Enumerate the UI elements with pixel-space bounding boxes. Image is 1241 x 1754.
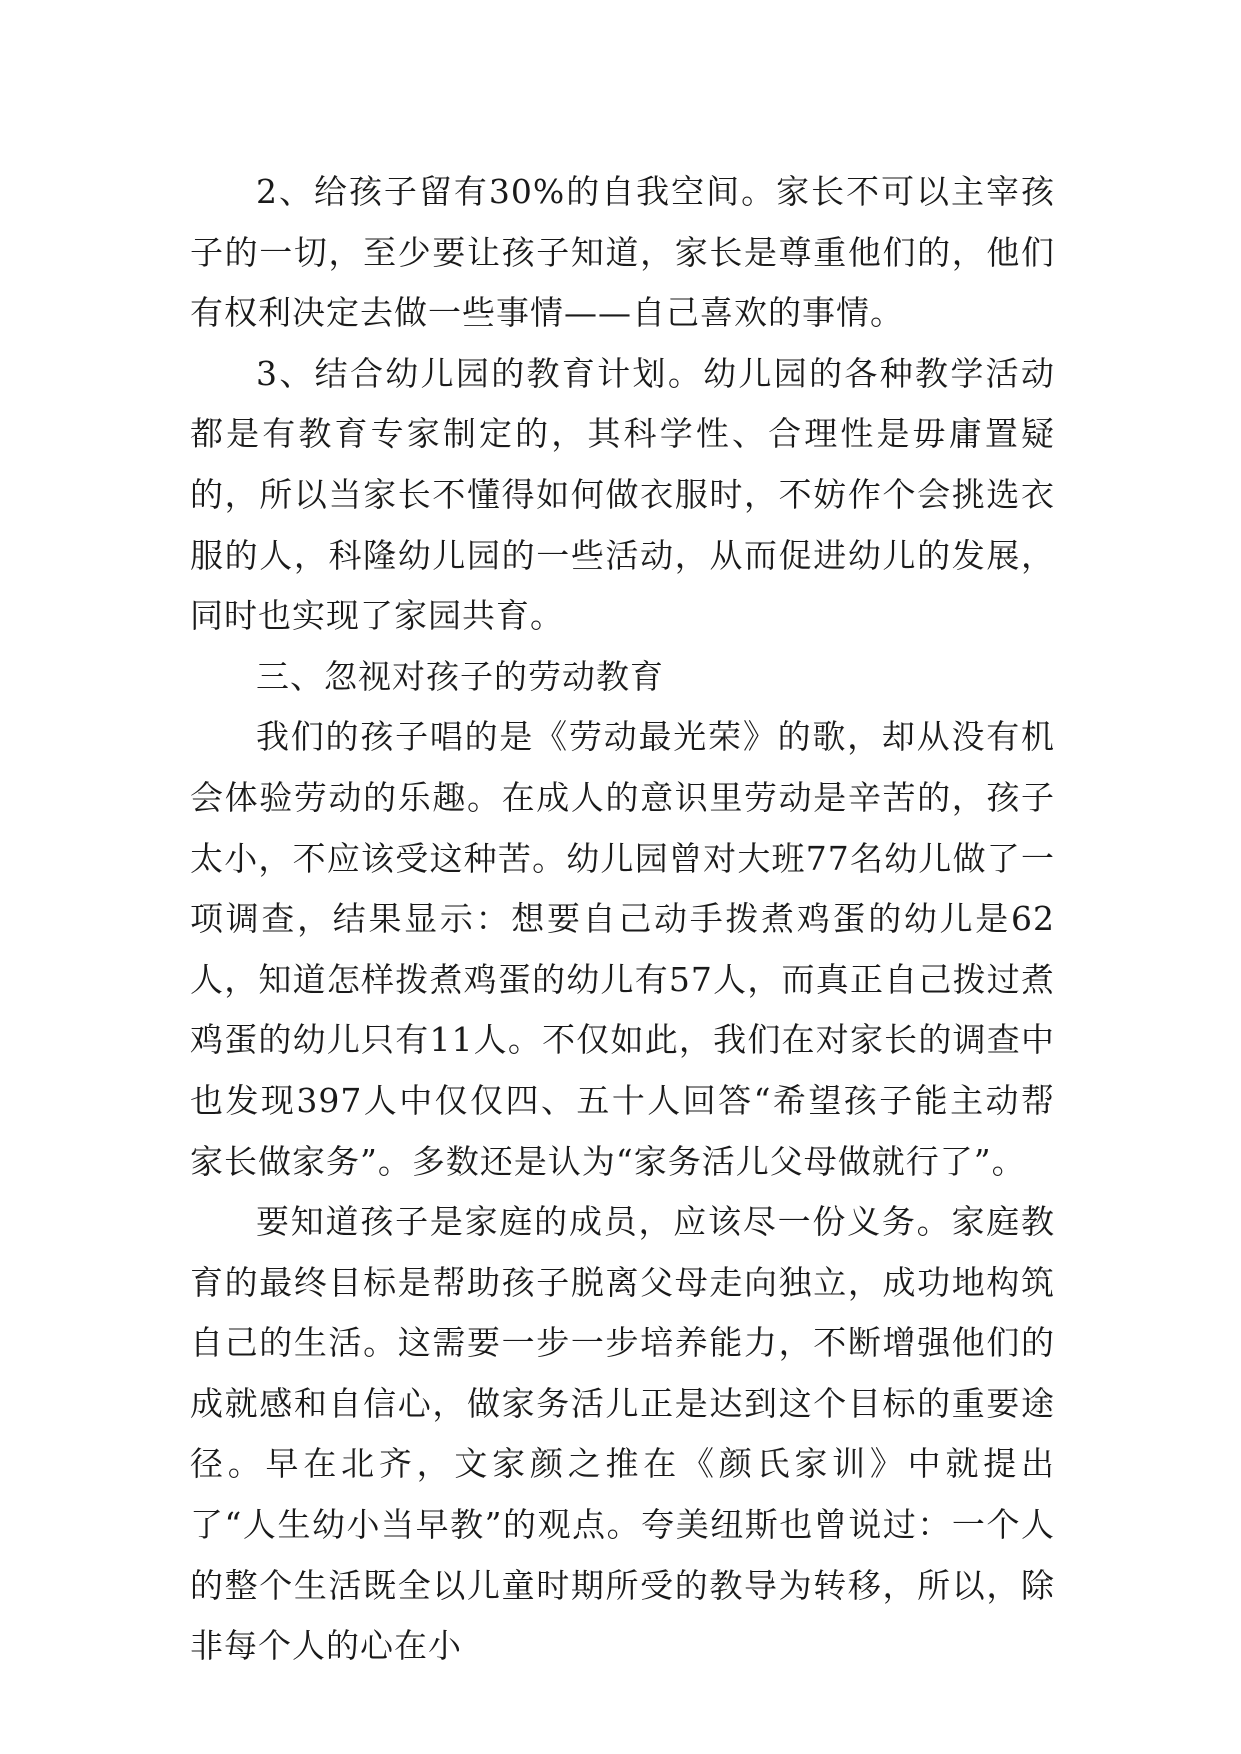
paragraph-labor-survey: 我们的孩子唱的是《劳动最光荣》的歌，却从没有机会体验劳动的乐趣。在成人的意识里劳动是辛苦的，孩子太小，不应该受这种苦。幼儿园曾对大班77名幼儿做了一项调查，结果显示：想要自己动手拨煮鸡蛋的幼儿是62人，知道怎样拨煮鸡蛋的幼儿有57人，而真正自己拨过煮鸡蛋的幼儿只有11人。不仅如此，我们在对家长的调查中也发现397人中仅仅四、五十人回答“希望孩子能主动帮家长做家务”。多数还是认为“家务活儿父母做就行了”。 <box>190 717 1055 1181</box>
paragraph-family-duty: 要知道孩子是家庭的成员，应该尽一份义务。家庭教育的最终目标是帮助孩子脱离父母走向独立，成功地构筑自己的生活。这需要一步一步培养能力，不断增强他们的成就感和自信心，做家务活儿正是达到这个目标的重要途径。早在北齐，文家颜之推在《颜氏家训》中就提出了“人生幼小当早教”的观点。夸美纽斯也曾说过：一个人的整个生活既全以儿童时期所受的教导为转移，所以，除非每个人的心在小 <box>190 1202 1055 1666</box>
section-heading-3: 三、忽视对孩子的劳动教育 <box>256 656 664 696</box>
document-page <box>190 162 1055 1677</box>
paragraph-point-3: 3、结合幼儿园的教育计划。幼儿园的各种教学活动都是有教育专家制定的，其科学性、合理性是毋庸置疑的，所以当家长不懂得如何做衣服时，不妨作个会挑选衣服的人，科隆幼儿园的一些活动，从而促进幼儿的发展，同时也实现了家园共育。 <box>190 353 1055 636</box>
paragraph-point-2: 2、给孩子留有30%的自我空间。家长不可以主宰孩子的一切，至少要让孩子知道，家长是尊重他们的，他们有权利决定去做一些事情——自己喜欢的事情。 <box>190 172 1055 333</box>
